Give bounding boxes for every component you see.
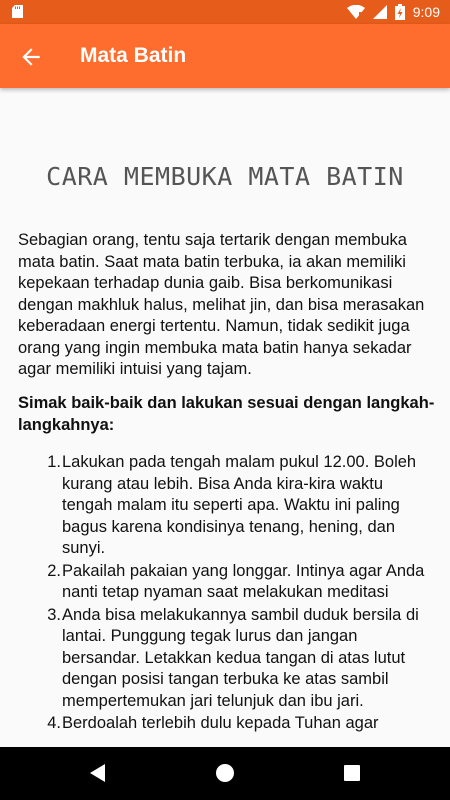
status-time: 9:09 bbox=[412, 4, 440, 20]
article-content[interactable] bbox=[0, 88, 450, 747]
list-item bbox=[18, 605, 436, 713]
step-text: Berdoalah terlebih dulu kepada Tuhan agar bbox=[62, 714, 379, 732]
recents-square-icon[interactable] bbox=[342, 763, 362, 783]
list-item bbox=[18, 713, 436, 735]
navigation-bar bbox=[0, 747, 450, 800]
step-text: Lakukan pada tengah malam pukul 12.00. Boleh kurang atau lebih. Bisa Anda kira-kira waktu tengah malam itu seperti apa. Waktu ini paling bagus karena kondisinya tenang, hening, dan sunyi. bbox=[62, 453, 417, 557]
battery-charging-icon bbox=[395, 4, 405, 20]
step-number: 2. bbox=[47, 561, 61, 580]
step-number: 3. bbox=[47, 605, 61, 624]
back-triangle-icon[interactable] bbox=[88, 763, 108, 783]
step-number: 4. bbox=[47, 714, 61, 732]
step-number: 1. bbox=[47, 453, 61, 471]
status-bar bbox=[0, 0, 450, 24]
status-icons bbox=[347, 0, 440, 24]
list-item bbox=[18, 561, 436, 604]
wifi-icon bbox=[347, 5, 365, 19]
list-item bbox=[18, 452, 436, 560]
app-title: Mata Batin bbox=[80, 44, 187, 67]
steps-list bbox=[18, 452, 436, 736]
article-title: CARA MEMBUKA MATA BATIN bbox=[46, 162, 404, 191]
arrow-back-icon[interactable] bbox=[18, 44, 44, 70]
app-bar bbox=[0, 24, 450, 88]
intro-paragraph: Sebagian orang, tentu saja tertarik dengan membuka mata batin. Saat mata batin terbuka, ia akan memiliki kepekaan terhadap dunia gaib. Bisa berkomunikasi dengan makhluk halus, melihat jin, dan bisa merasakan keberadaan energi tertentu. Namun, tidak sedikit juga orang yang ingin membuka mata batin hanya sekadar agar memiliki intuisi yang tajam. bbox=[18, 231, 425, 378]
sd-card-icon bbox=[12, 5, 23, 18]
cellular-icon bbox=[373, 5, 387, 19]
step-text: Pakailah pakaian yang longgar. Intinya agar Anda nanti tetap nyaman saat melakukan meditasi bbox=[62, 561, 425, 601]
step-text: Anda bisa melakukannya sambil duduk bersila di lantai. Punggung tegak lurus dan jangan bersandar. Letakkan kedua tangan di atas lutut dengan posisi tangan terbuka ke atas sambil mempertemukan jari telunjuk dan ibu jari. bbox=[62, 605, 419, 710]
home-circle-icon[interactable] bbox=[215, 763, 235, 783]
steps-heading: Simak baik-baik dan lakukan sesuai dengan langkah-langkahnya: bbox=[18, 394, 435, 434]
